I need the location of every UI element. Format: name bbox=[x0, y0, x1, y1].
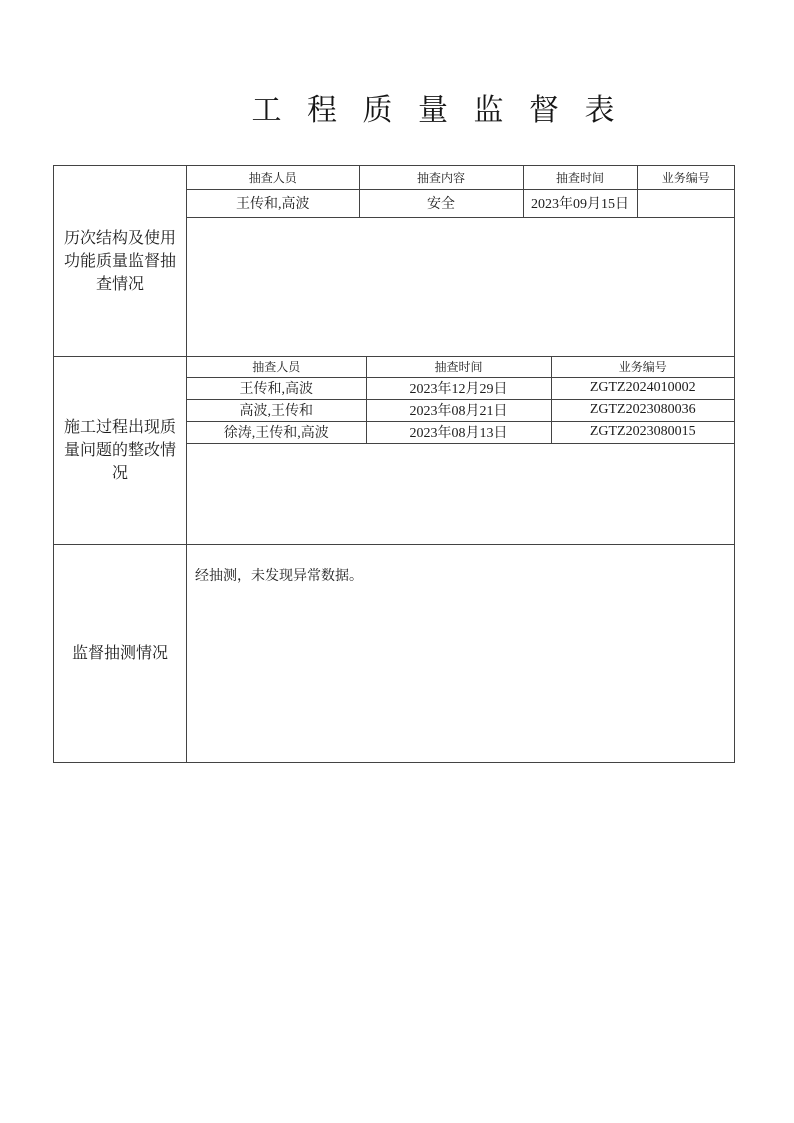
table-row bbox=[187, 377, 734, 399]
table-cell: 王传和,高波 bbox=[187, 189, 359, 217]
section-content bbox=[187, 166, 734, 356]
table-cell: 2023年12月29日 bbox=[366, 377, 551, 399]
column-header: 业务编号 bbox=[551, 357, 734, 377]
section-rectification bbox=[54, 357, 734, 545]
section-sampling-tests bbox=[54, 545, 734, 762]
section-label: 施工过程出现质量问题的整改情况 bbox=[54, 357, 187, 544]
column-header: 抽查时间 bbox=[366, 357, 551, 377]
table-cell: 王传和,高波 bbox=[187, 377, 366, 399]
table-header-row bbox=[187, 166, 734, 189]
table-cell: ZGTZ2024010002 bbox=[551, 377, 734, 399]
table-row bbox=[187, 421, 734, 443]
table-cell: ZGTZ2023080036 bbox=[551, 399, 734, 421]
table-row bbox=[187, 399, 734, 421]
sampling-result-text: 经抽测，未发现异常数据。 bbox=[195, 569, 363, 584]
section-content bbox=[187, 545, 734, 762]
section-history-checks bbox=[54, 166, 734, 357]
history-checks-table bbox=[187, 166, 734, 218]
column-header: 抽查内容 bbox=[359, 166, 523, 189]
column-header: 抽查人员 bbox=[187, 166, 359, 189]
section-label: 监督抽测情况 bbox=[54, 545, 187, 762]
table-header-row bbox=[187, 357, 734, 377]
table-cell: 2023年09月15日 bbox=[523, 189, 637, 217]
page-title: 工 程 质 量 监 督 表 bbox=[251, 94, 615, 127]
column-header: 抽查时间 bbox=[523, 166, 637, 189]
table-cell: 安全 bbox=[359, 189, 523, 217]
rectification-table bbox=[187, 357, 734, 444]
supervision-table bbox=[53, 165, 735, 763]
column-header: 业务编号 bbox=[637, 166, 734, 189]
column-header: 抽查人员 bbox=[187, 357, 366, 377]
table-row bbox=[187, 189, 734, 217]
section-label: 历次结构及使用功能质量监督抽查情况 bbox=[54, 166, 187, 356]
section-content bbox=[187, 357, 734, 544]
table-cell: ZGTZ2023080015 bbox=[551, 421, 734, 443]
table-cell: 2023年08月13日 bbox=[366, 421, 551, 443]
table-cell: 徐涛,王传和,高波 bbox=[187, 421, 366, 443]
table-cell: 高波,王传和 bbox=[187, 399, 366, 421]
table-cell: 2023年08月21日 bbox=[366, 399, 551, 421]
table-cell bbox=[637, 189, 734, 217]
